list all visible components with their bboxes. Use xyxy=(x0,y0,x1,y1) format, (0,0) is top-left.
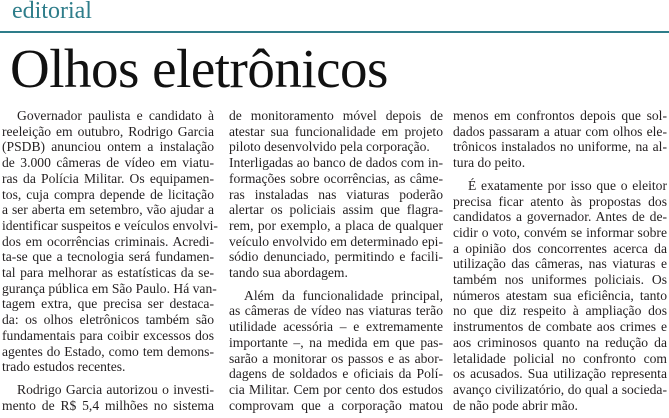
text-line: (PSDB) anunciou ontem a instalação xyxy=(2,139,214,155)
paragraph-gap xyxy=(453,171,667,178)
text-line: trônicos instalados no uniforme, na al- xyxy=(453,139,667,155)
text-line: menos em confrontos depois que sol- xyxy=(453,108,667,123)
text-line: de monitoramento móvel depois de xyxy=(229,108,443,123)
text-line: Governador paulista e candidato à xyxy=(17,108,214,123)
text-line: mento de R$ 5,4 milhões no sistema xyxy=(2,397,214,413)
text-line: agentes do Estado, como tem demons- xyxy=(2,343,214,359)
text-line: dados passaram a atuar com olhos ele- xyxy=(453,123,667,139)
text-line: avanço civilizatório, do qual a socieda- xyxy=(453,381,667,397)
text-line: fundamentais para coibir excessos dos xyxy=(2,327,214,343)
text-line: letalidade policial no confronto com xyxy=(453,350,667,366)
text-line: formações sobre ocorrências, as câme- xyxy=(229,170,443,186)
text-line: a ser aberta em setembro, vão ajudar a xyxy=(2,202,214,218)
text-line: também nos uniformes policiais. Os xyxy=(453,272,667,288)
text-line: comprovam que a corporação matou xyxy=(229,397,443,413)
text-line: cidir o voto, convém se informar sobre xyxy=(453,224,667,240)
text-line: ras da Polícia Militar. Os equipamen- xyxy=(2,170,214,186)
text-line: sódio denunciado, permitindo e facili- xyxy=(229,249,443,265)
text-line: rem, por exemplo, a placa de qualquer xyxy=(229,217,443,233)
text-line: Rodrigo Garcia autorizou o investi- xyxy=(17,381,214,397)
text-line: tal para melhorar as estatísticas da se- xyxy=(2,265,214,281)
text-line: ta-se que a tecnologia será fundamen- xyxy=(2,249,214,265)
text-line: dagens de soldados e oficiais da Polí- xyxy=(229,366,443,382)
text-line: candidatos a governador. Antes de de- xyxy=(453,209,667,225)
text-line: ras instaladas nas viaturas poderão xyxy=(229,186,443,202)
text-line: Além da funcionalidade principal, xyxy=(244,287,443,303)
text-line: no que diz respeito à ampliação dos xyxy=(453,303,667,319)
text-line: alertar os policiais assim que flagra- xyxy=(229,202,443,218)
text-line: os acusados. Sua utilização representa xyxy=(453,366,667,382)
section-rule xyxy=(0,31,669,33)
text-line: dos em ocorrências criminais. Acredi- xyxy=(2,233,214,249)
text-line: aos criminosos quanto na redução da xyxy=(453,334,667,350)
text-line: as câmeras de vídeo nas viaturas terão xyxy=(229,303,443,319)
text-line: sarão a monitorar os passos e as abor- xyxy=(229,350,443,366)
text-line: gurança pública em São Paulo. Há van- xyxy=(2,280,217,296)
text-line: É exatamente por isso que o eleitor xyxy=(468,177,667,193)
text-line: importante –, na medida em que pas- xyxy=(229,334,443,350)
paragraph-gap xyxy=(229,281,443,288)
headline: Olhos eletrônicos xyxy=(10,38,388,99)
text-line: reeleição em outubro, Rodrigo Garcia xyxy=(2,123,214,139)
text-line: identificar suspeitos e veículos envolvi- xyxy=(2,217,218,233)
text-line: instrumentos de combate aos crimes e xyxy=(453,319,667,335)
text-line: cia Militar. Cem por cento dos estudos xyxy=(229,381,443,397)
text-line: tos, cuja compra depende de licitação xyxy=(2,186,214,202)
text-line: utilização das câmeras, nas viaturas e xyxy=(453,256,667,272)
article-column-1 xyxy=(2,108,218,413)
article-column-2 xyxy=(229,108,443,413)
paragraph-gap xyxy=(2,375,214,382)
text-line: tura do peito. xyxy=(453,155,526,171)
text-line: a opinião dos concorrentes acerca da xyxy=(453,240,667,256)
text-line: da: os olhos eletrônicos também são xyxy=(2,312,214,328)
article-column-3 xyxy=(453,108,667,413)
text-line: atestar sua funcionalidade em projeto xyxy=(229,123,443,139)
text-line: números atestam sua eficiência, tanto xyxy=(453,287,667,303)
text-line: precisa ficar atento às propostas dos xyxy=(453,193,667,209)
text-line: de 3.000 câmeras de vídeo em viatu- xyxy=(2,155,214,171)
text-line: de não pode abrir mão. xyxy=(453,397,578,413)
text-line: Interligadas ao banco de dados com in- xyxy=(229,155,443,171)
text-line: utilidade acessória – e extremamente xyxy=(229,319,443,335)
text-line: trado estudos recentes. xyxy=(2,359,126,375)
text-line: veículo envolvido em determinado epi- xyxy=(229,233,443,249)
text-line: tagem extra, que precisa ser destaca- xyxy=(2,296,214,312)
text-line: piloto desenvolvido pela corporação. xyxy=(229,139,430,155)
section-label: editorial xyxy=(12,0,92,24)
text-line: tando sua abordagem. xyxy=(229,265,348,281)
